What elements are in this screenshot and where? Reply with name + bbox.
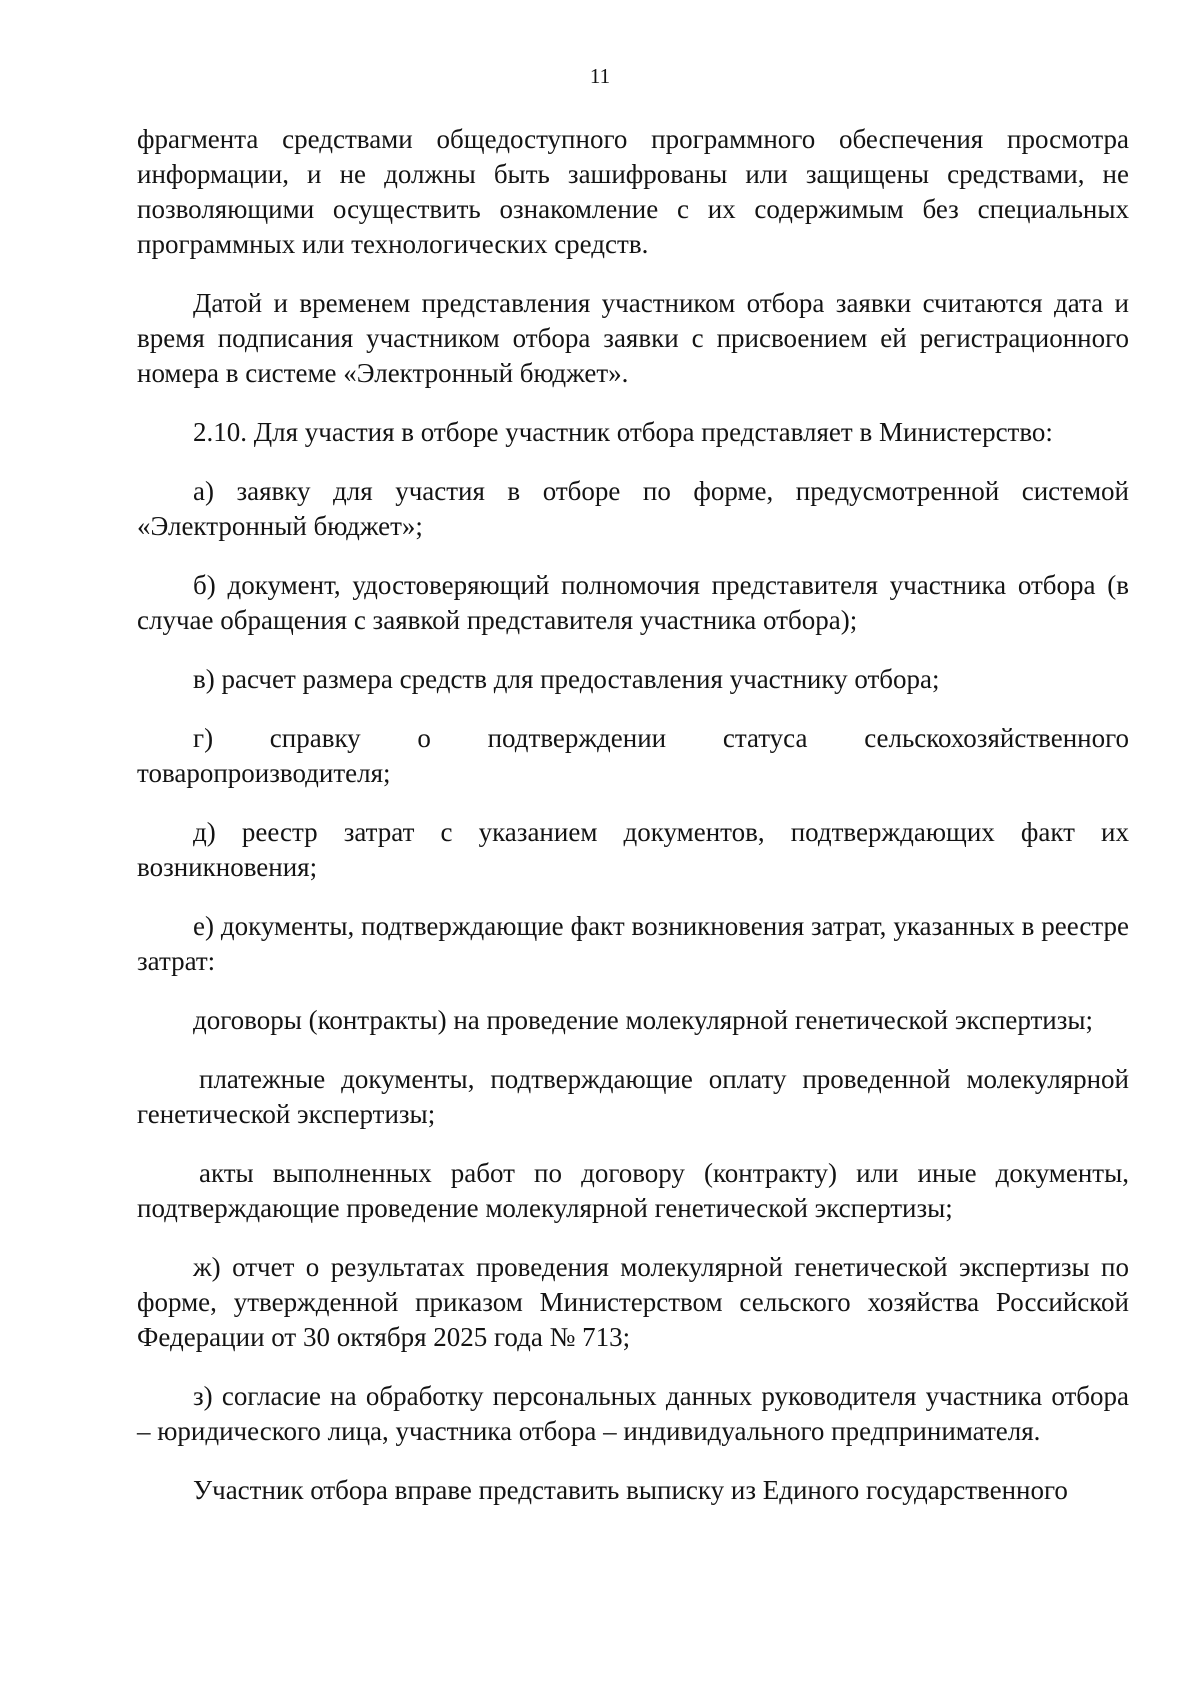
list-item-a: а) заявку для участия в отборе по форме, предусмотренной системой «Электронный бюджет»; bbox=[137, 476, 1129, 541]
list-item-d: д) реестр затрат с указанием документов, подтверждающих факт их возникновения; bbox=[137, 817, 1129, 882]
page-number: 11 bbox=[589, 64, 611, 88]
list-item-g: г) справку о подтверждении статуса сельскохозяйственного товаропроизводителя; bbox=[137, 723, 1129, 788]
sub-item-contracts: договоры (контракты) на проведение молекулярной генетической экспертизы; bbox=[193, 1005, 1094, 1035]
list-item-z: з) согласие на обработку персональных данных руководителя участника отбора – юридического лица, участника отбора – индивидуального предпринимателя. bbox=[137, 1381, 1129, 1446]
paragraph-section-2-10: 2.10. Для участия в отборе участник отбора представляет в Министерство: bbox=[193, 417, 1053, 447]
paragraph-extract: Участник отбора вправе представить выписку из Единого государственного bbox=[193, 1475, 1068, 1505]
paragraph-continuation: фрагмента средствами общедоступного программного обеспечения просмотра информации, и не должны быть зашифрованы или защищены средствами, не позволяющими осуществить ознакомление с их содержимым без специальных программных или технологических средств. bbox=[137, 124, 1129, 259]
paragraph-submission-date: Датой и временем представления участником отбора заявки считаются дата и время подписания участником отбора заявки с присвоением ей регистрационного номера в системе «Электронный бюджет». bbox=[137, 288, 1129, 388]
list-item-b: б) документ, удостоверяющий полномочия представителя участника отбора (в случае обращения с заявкой представителя участника отбора); bbox=[137, 570, 1129, 635]
document-body bbox=[137, 122, 1129, 1532]
list-item-v: в) расчет размера средств для предоставления участнику отбора; bbox=[193, 664, 940, 694]
sub-item-acts: акты выполненных работ по договору (контракту) или иные документы, подтверждающие проведение молекулярной генетической экспертизы; bbox=[137, 1158, 1129, 1223]
list-item-zh: ж) отчет о результатах проведения молекулярной генетической экспертизы по форме, утвержденной приказом Министерством сельского хозяйства Российской Федерации от 30 октября 2025 года № 713; bbox=[137, 1252, 1129, 1352]
sub-item-payment-documents: платежные документы, подтверждающие оплату проведенной молекулярной генетической экспертизы; bbox=[137, 1064, 1129, 1129]
list-item-e: е) документы, подтверждающие факт возникновения затрат, указанных в реестре затрат: bbox=[137, 911, 1129, 976]
